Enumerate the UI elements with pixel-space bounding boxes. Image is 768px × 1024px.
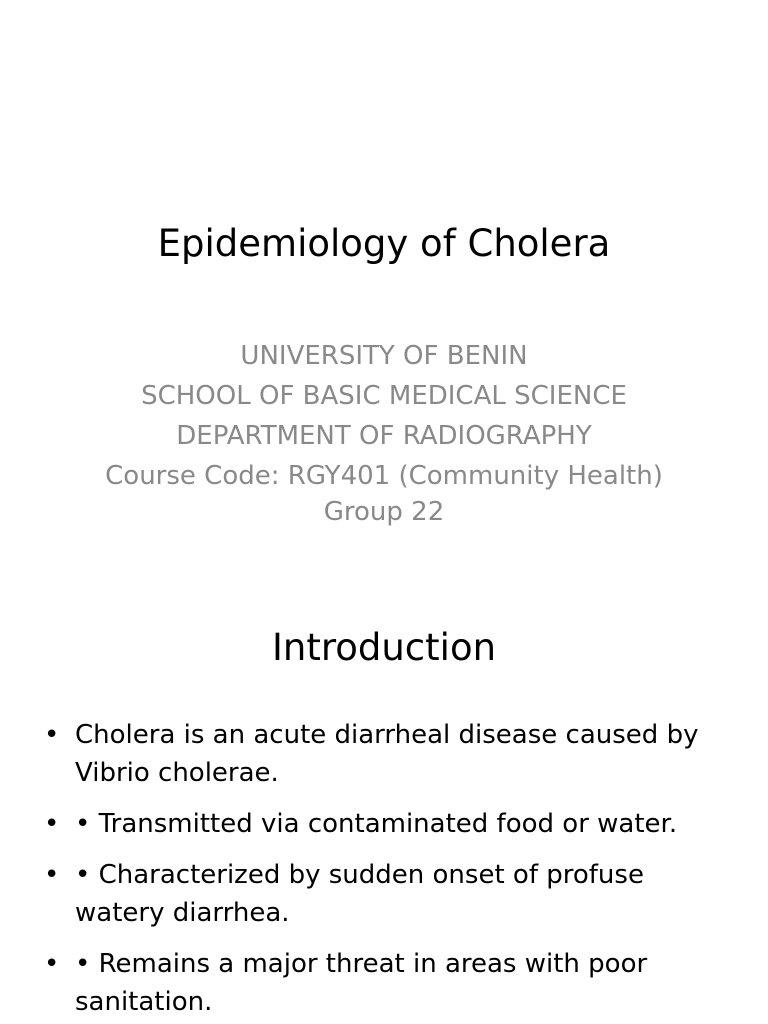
slide-title-heading: Epidemiology of Cholera — [157, 222, 611, 265]
subtitle-department: DEPARTMENT OF RADIOGRAPHY — [176, 421, 592, 451]
bullet-dot-icon: • — [44, 809, 60, 839]
bullet-dot-icon: • — [44, 949, 60, 979]
bullet-list — [0, 716, 768, 1024]
subtitle-group: Group 22 — [323, 497, 445, 527]
bullet-text: • Transmitted via contaminated food or water. — [75, 809, 678, 839]
subtitle-school: SCHOOL OF BASIC MEDICAL SCIENCE — [141, 381, 627, 411]
bullet-text: Cholera is an acute diarrheal disease caused by Vibrio cholerae. — [75, 720, 699, 788]
bullet-dot-icon: • — [44, 860, 60, 890]
bullet-dot-icon: • — [44, 720, 60, 750]
bullet-item — [0, 805, 768, 843]
bullet-text: • Remains a major threat in areas with poor sanitation. — [75, 949, 648, 1017]
slide-introduction — [0, 576, 768, 1024]
slide-introduction-heading: Introduction — [271, 626, 497, 669]
subtitle-university: UNIVERSITY OF BENIN — [240, 341, 528, 371]
bullet-text: • Characterized by sudden onset of profuse watery diarrhea. — [75, 860, 644, 928]
slide-subtitle — [100, 336, 668, 576]
bullet-item — [0, 856, 768, 932]
subtitle-course-code: Course Code: RGY401 (Community Health) — [105, 461, 663, 491]
bullet-item — [0, 945, 768, 1021]
bullet-item — [0, 716, 768, 792]
